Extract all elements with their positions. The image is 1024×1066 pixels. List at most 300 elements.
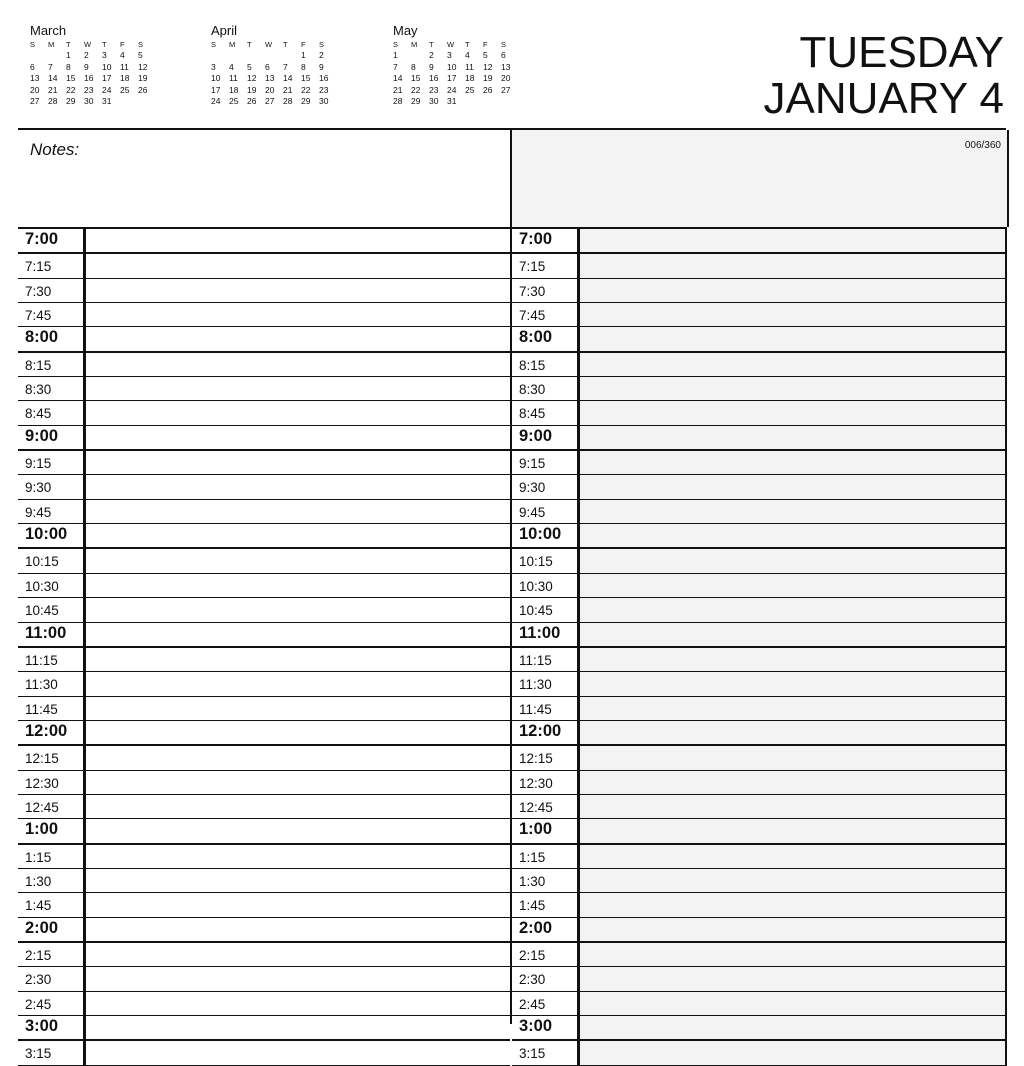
time-slot-row [18, 672, 510, 696]
appointment-field-left[interactable] [86, 574, 510, 597]
calendar-day[interactable]: 29 [411, 96, 421, 106]
calendar-day[interactable]: 15 [66, 73, 76, 83]
appointment-field-right[interactable] [580, 869, 1007, 892]
calendar-day [247, 50, 265, 62]
weekday-row [30, 39, 156, 50]
calendar-day[interactable]: 1 [66, 50, 71, 60]
calendar-day[interactable]: 20 [30, 84, 40, 95]
calendar-day[interactable]: 19 [483, 73, 493, 83]
time-slot-row [512, 721, 1007, 746]
time-slot-row [512, 254, 1007, 278]
calendar-day[interactable]: 16 [429, 73, 439, 83]
calendar-day[interactable]: 31 [447, 96, 457, 106]
appointment-field-left[interactable] [86, 721, 510, 744]
time-slot-row [512, 303, 1007, 327]
time-slot-row [512, 672, 1007, 696]
time-label: 2:45 [512, 992, 580, 1015]
mini-calendar-april [211, 24, 337, 108]
time-slot-row [18, 254, 510, 278]
appointment-field-right[interactable] [580, 353, 1007, 376]
weekday-header: T [102, 40, 107, 49]
calendar-day[interactable]: 30 [84, 96, 94, 106]
time-slot-row [18, 721, 510, 746]
week-row [393, 62, 519, 74]
calendar-day[interactable]: 6 [501, 50, 506, 60]
time-slot-row [18, 426, 510, 451]
weekday-row [393, 39, 519, 50]
weekday-header: W [447, 40, 455, 49]
appointment-field-right[interactable] [580, 303, 1007, 326]
time-label: 7:00 [512, 229, 580, 252]
calendar-day[interactable]: 11 [465, 61, 474, 72]
appointment-field-right[interactable] [580, 475, 1007, 498]
calendar-day[interactable]: 5 [138, 50, 143, 60]
appointment-field-right[interactable] [580, 598, 1007, 621]
appointment-field-left[interactable] [86, 967, 510, 990]
calendar-day[interactable]: 19 [247, 84, 257, 95]
calendar-day[interactable]: 11 [120, 61, 129, 72]
calendar-day[interactable]: 1 [301, 50, 306, 60]
right-notes-panel[interactable] [510, 130, 1009, 227]
calendar-day[interactable]: 12 [483, 61, 493, 72]
calendar-day[interactable]: 6 [30, 61, 35, 72]
calendar-day[interactable]: 21 [283, 84, 293, 95]
appointment-field-right[interactable] [580, 819, 1007, 842]
time-label: 3:00 [18, 1016, 86, 1039]
appointment-field-left[interactable] [86, 943, 510, 966]
calendar-day[interactable]: 28 [48, 96, 58, 106]
appointment-field-right[interactable] [580, 279, 1007, 302]
time-label: 2:30 [512, 967, 580, 990]
calendar-day[interactable]: 8 [301, 61, 306, 72]
appointment-field-left[interactable] [86, 524, 510, 547]
time-label: 1:00 [512, 819, 580, 842]
calendar-day[interactable]: 29 [301, 96, 311, 106]
appointment-field-right[interactable] [580, 327, 1007, 350]
time-slot-row [512, 1041, 1007, 1065]
time-slot-row [18, 992, 510, 1016]
calendar-day[interactable]: 23 [429, 84, 439, 95]
calendar-day[interactable]: 13 [30, 73, 40, 83]
appointment-field-right[interactable] [580, 401, 1007, 424]
appointment-field-left[interactable] [86, 327, 510, 350]
calendar-day[interactable]: 24 [211, 96, 221, 106]
notes-panel[interactable] [18, 130, 510, 227]
calendar-day[interactable]: 26 [483, 84, 493, 95]
calendar-day[interactable]: 16 [319, 73, 329, 83]
weekday-header: T [247, 40, 252, 49]
weekday-header: S [501, 40, 507, 49]
appointment-field-left[interactable] [86, 771, 510, 794]
time-label: 7:45 [512, 303, 580, 326]
time-label: 12:15 [512, 746, 580, 769]
week-row [211, 85, 337, 97]
appointment-field-left[interactable] [86, 401, 510, 424]
week-row [393, 85, 519, 97]
time-slot-row [512, 353, 1007, 377]
week-row [211, 96, 337, 108]
appointment-field-right[interactable] [580, 721, 1007, 744]
mini-calendar-march [30, 24, 156, 108]
calendar-day[interactable]: 13 [265, 73, 275, 83]
appointment-field-left[interactable] [86, 475, 510, 498]
calendar-day[interactable]: 12 [138, 61, 148, 72]
calendar-day[interactable]: 3 [102, 50, 107, 60]
appointment-field-left[interactable] [86, 1016, 510, 1039]
time-slot-row [18, 524, 510, 549]
appointment-field-right[interactable] [580, 672, 1007, 695]
time-slot-row [18, 549, 510, 573]
calendar-day[interactable]: 11 [229, 73, 238, 83]
time-label: 2:00 [512, 918, 580, 941]
appointment-field-right[interactable] [580, 426, 1007, 449]
appointment-field-right[interactable] [580, 771, 1007, 794]
time-label: 11:30 [512, 672, 580, 695]
calendar-day[interactable]: 23 [84, 84, 94, 95]
calendar-day[interactable]: 4 [120, 50, 125, 60]
calendar-day[interactable]: 15 [301, 73, 311, 83]
calendar-day[interactable]: 15 [411, 73, 421, 83]
calendar-day[interactable]: 4 [229, 61, 234, 72]
time-slot-row [512, 524, 1007, 549]
weekday-header: S [30, 40, 36, 49]
time-label: 8:15 [512, 353, 580, 376]
appointment-field-right[interactable] [580, 524, 1007, 547]
calendar-day[interactable]: 18 [229, 84, 239, 95]
appointment-field-right[interactable] [580, 992, 1007, 1015]
weekday-header: S [319, 40, 325, 49]
date-label: JANUARY 4 [763, 74, 1004, 123]
time-slot-row [18, 327, 510, 352]
calendar-day[interactable]: 23 [319, 84, 329, 95]
calendar-day[interactable]: 10 [211, 73, 221, 83]
calendar-day[interactable]: 1 [393, 50, 398, 60]
calendar-day[interactable]: 24 [102, 84, 112, 95]
calendar-day[interactable]: 14 [48, 73, 58, 83]
appointment-field-left[interactable] [86, 426, 510, 449]
time-label: 7:30 [512, 279, 580, 302]
calendar-day[interactable]: 18 [465, 73, 475, 83]
date-title [764, 30, 1004, 122]
time-label: 2:45 [18, 992, 86, 1015]
time-slot-row [512, 648, 1007, 672]
appointment-field-left[interactable] [86, 918, 510, 941]
calendar-day[interactable]: 17 [447, 73, 457, 83]
appointment-field-right[interactable] [580, 746, 1007, 769]
calendar-day[interactable]: 2 [84, 50, 89, 60]
appointment-field-left[interactable] [86, 697, 510, 720]
appointment-field-right[interactable] [580, 623, 1007, 646]
calendar-day[interactable]: 8 [411, 61, 416, 72]
time-label: 1:15 [18, 845, 86, 868]
appointment-field-left[interactable] [86, 303, 510, 326]
calendar-day[interactable]: 7 [393, 61, 398, 72]
appointment-field-left[interactable] [86, 377, 510, 400]
time-slot-row [18, 697, 510, 721]
time-slot-row [512, 697, 1007, 721]
calendar-day[interactable]: 28 [283, 96, 293, 106]
calendar-day[interactable]: 24 [447, 84, 457, 95]
calendar-day [465, 96, 483, 108]
calendar-day[interactable]: 19 [138, 73, 148, 83]
calendar-day[interactable]: 30 [319, 96, 329, 106]
time-label: 10:30 [18, 574, 86, 597]
time-label: 11:00 [512, 623, 580, 646]
time-label: 8:45 [512, 401, 580, 424]
time-label: 9:00 [18, 426, 86, 449]
time-slot-row [18, 648, 510, 672]
time-label: 10:00 [18, 524, 86, 547]
weekday-header: T [465, 40, 470, 49]
week-row [211, 50, 337, 62]
calendar-day[interactable]: 26 [138, 84, 148, 95]
time-slot-row [18, 918, 510, 943]
calendar-day[interactable]: 8 [66, 61, 71, 72]
time-label: 8:30 [18, 377, 86, 400]
appointment-field-right[interactable] [580, 1041, 1007, 1064]
time-label: 12:45 [512, 795, 580, 818]
appointment-field-left[interactable] [86, 992, 510, 1015]
appointment-field-right[interactable] [580, 795, 1007, 818]
time-label: 1:30 [18, 869, 86, 892]
time-label: 2:00 [18, 918, 86, 941]
appointment-field-right[interactable] [580, 377, 1007, 400]
time-label: 9:15 [512, 451, 580, 474]
calendar-day[interactable]: 28 [393, 96, 403, 106]
time-label: 9:00 [512, 426, 580, 449]
time-slot-row [18, 869, 510, 893]
time-slot-row [18, 598, 510, 622]
appointment-field-right[interactable] [580, 229, 1007, 252]
calendar-day[interactable]: 22 [66, 84, 76, 95]
time-slot-row [18, 845, 510, 869]
calendar-day[interactable]: 9 [319, 61, 324, 72]
weekday-header: M [411, 40, 418, 49]
notes-label: Notes: [30, 140, 80, 159]
calendar-day [120, 96, 138, 108]
calendar-day[interactable]: 31 [102, 96, 112, 106]
calendar-day [48, 50, 66, 62]
appointment-field-right[interactable] [580, 574, 1007, 597]
calendar-day[interactable]: 30 [429, 96, 439, 106]
calendar-day [411, 50, 429, 62]
calendar-day[interactable]: 27 [501, 84, 511, 95]
time-label: 10:45 [18, 598, 86, 621]
calendar-day[interactable]: 13 [501, 61, 511, 72]
time-label: 9:30 [18, 475, 86, 498]
calendar-day[interactable]: 3 [447, 50, 452, 60]
appointment-field-left[interactable] [86, 672, 510, 695]
weekday-header: M [229, 40, 236, 49]
calendar-day[interactable]: 14 [283, 73, 293, 83]
calendar-day[interactable]: 21 [393, 84, 403, 95]
week-row [30, 50, 156, 62]
time-label: 1:30 [512, 869, 580, 892]
calendar-day[interactable]: 18 [120, 73, 130, 83]
time-slot-row [512, 795, 1007, 819]
calendar-day [483, 96, 501, 108]
calendar-day[interactable]: 22 [411, 84, 421, 95]
time-label: 12:00 [18, 721, 86, 744]
time-slot-row [18, 574, 510, 598]
time-slot-row [512, 401, 1007, 425]
weekday-header: F [483, 40, 488, 49]
appointment-field-right[interactable] [580, 1016, 1007, 1039]
time-slot-row [512, 377, 1007, 401]
calendar-day[interactable]: 9 [429, 61, 434, 72]
calendar-day[interactable]: 25 [465, 84, 475, 95]
time-slot-row [18, 229, 510, 254]
appointment-field-left[interactable] [86, 746, 510, 769]
time-label: 7:00 [18, 229, 86, 252]
calendar-day[interactable]: 7 [48, 61, 53, 72]
appointment-field-left[interactable] [86, 500, 510, 523]
weekday-header: M [48, 40, 55, 49]
time-slot-row [18, 746, 510, 770]
calendar-day[interactable]: 10 [447, 61, 457, 72]
appointment-field-left[interactable] [86, 795, 510, 818]
calendar-day[interactable]: 6 [265, 61, 270, 72]
time-slot-row [512, 1016, 1007, 1041]
time-label: 10:30 [512, 574, 580, 597]
time-label: 2:30 [18, 967, 86, 990]
time-label: 9:30 [512, 475, 580, 498]
calendar-day[interactable]: 21 [48, 84, 58, 95]
appointment-field-left[interactable] [86, 549, 510, 572]
appointment-field-left[interactable] [86, 845, 510, 868]
weekday-label: TUESDAY [799, 28, 1004, 77]
time-slot-row [18, 967, 510, 991]
calendar-day[interactable]: 20 [265, 84, 275, 95]
calendar-day[interactable]: 7 [283, 61, 288, 72]
time-label: 12:30 [18, 771, 86, 794]
calendar-day[interactable]: 5 [247, 61, 252, 72]
time-label: 12:30 [512, 771, 580, 794]
time-slot-row [18, 819, 510, 844]
time-label: 10:00 [512, 524, 580, 547]
calendar-day[interactable]: 12 [247, 73, 257, 83]
time-label: 7:30 [18, 279, 86, 302]
time-slot-row [18, 353, 510, 377]
week-row [393, 50, 519, 62]
time-label: 10:15 [18, 549, 86, 572]
appointment-field-left[interactable] [86, 1041, 510, 1064]
week-row [211, 62, 337, 74]
appointment-field-left[interactable] [86, 893, 510, 916]
time-slot-row [512, 943, 1007, 967]
calendar-day[interactable]: 26 [247, 96, 257, 106]
calendar-day [138, 96, 156, 108]
calendar-day[interactable]: 4 [465, 50, 470, 60]
appointment-field-right[interactable] [580, 918, 1007, 941]
appointment-field-left[interactable] [86, 279, 510, 302]
calendar-day[interactable]: 9 [84, 61, 89, 72]
schedule-right [510, 227, 1007, 1062]
calendar-day[interactable]: 25 [120, 84, 130, 95]
calendar-day [501, 96, 519, 108]
calendar-day [211, 50, 229, 62]
appointment-field-right[interactable] [580, 967, 1007, 990]
time-slot-row [512, 475, 1007, 499]
time-label: 12:15 [18, 746, 86, 769]
appointment-field-left[interactable] [86, 819, 510, 842]
time-slot-row [512, 992, 1007, 1016]
appointment-field-left[interactable] [86, 869, 510, 892]
appointment-field-right[interactable] [580, 943, 1007, 966]
appointment-field-right[interactable] [580, 845, 1007, 868]
appointment-field-right[interactable] [580, 549, 1007, 572]
week-row [30, 62, 156, 74]
time-slot-row [512, 918, 1007, 943]
appointment-field-left[interactable] [86, 229, 510, 252]
calendar-day [283, 50, 301, 62]
month-grid [30, 39, 156, 108]
time-label: 12:00 [512, 721, 580, 744]
appointment-field-left[interactable] [86, 648, 510, 671]
time-slot-row [18, 279, 510, 303]
calendar-day[interactable]: 17 [102, 73, 112, 83]
time-label: 9:45 [512, 500, 580, 523]
calendar-day[interactable]: 10 [102, 61, 112, 72]
day-of-year-counter: 006/360 [964, 140, 1001, 151]
appointment-field-left[interactable] [86, 598, 510, 621]
appointment-field-right[interactable] [580, 648, 1007, 671]
time-label: 11:45 [18, 697, 86, 720]
appointment-field-right[interactable] [580, 254, 1007, 277]
time-label: 11:00 [18, 623, 86, 646]
calendar-day[interactable]: 2 [319, 50, 324, 60]
time-label: 2:15 [18, 943, 86, 966]
calendar-day[interactable]: 27 [30, 96, 40, 106]
time-label: 12:45 [18, 795, 86, 818]
calendar-day[interactable]: 14 [393, 73, 403, 83]
time-slot-row [512, 574, 1007, 598]
calendar-day[interactable]: 3 [211, 61, 216, 72]
time-label: 11:15 [512, 648, 580, 671]
calendar-day[interactable]: 17 [211, 84, 221, 95]
calendar-day [265, 50, 283, 62]
appointment-field-left[interactable] [86, 254, 510, 277]
month-grid [393, 39, 519, 108]
appointment-field-right[interactable] [580, 500, 1007, 523]
week-row [30, 73, 156, 85]
time-slot-row [512, 869, 1007, 893]
calendar-day[interactable]: 29 [66, 96, 76, 106]
appointment-field-left[interactable] [86, 623, 510, 646]
time-label: 1:00 [18, 819, 86, 842]
appointment-field-left[interactable] [86, 451, 510, 474]
calendar-day[interactable]: 16 [84, 73, 94, 83]
time-slot-row [18, 1041, 510, 1065]
calendar-day[interactable]: 2 [429, 50, 434, 60]
calendar-day[interactable]: 27 [265, 96, 275, 106]
calendar-day[interactable]: 22 [301, 84, 311, 95]
appointment-field-right[interactable] [580, 451, 1007, 474]
time-slot-row [512, 500, 1007, 524]
calendar-day [30, 50, 48, 62]
calendar-day[interactable]: 5 [483, 50, 488, 60]
calendar-day [229, 50, 247, 62]
appointment-field-left[interactable] [86, 353, 510, 376]
calendar-day[interactable]: 20 [501, 73, 511, 83]
appointment-field-right[interactable] [580, 893, 1007, 916]
weekday-row [211, 39, 337, 50]
weekday-header: F [120, 40, 125, 49]
appointment-field-right[interactable] [580, 697, 1007, 720]
mini-calendar-may [393, 24, 519, 108]
time-slot-row [512, 451, 1007, 475]
calendar-day[interactable]: 25 [229, 96, 239, 106]
